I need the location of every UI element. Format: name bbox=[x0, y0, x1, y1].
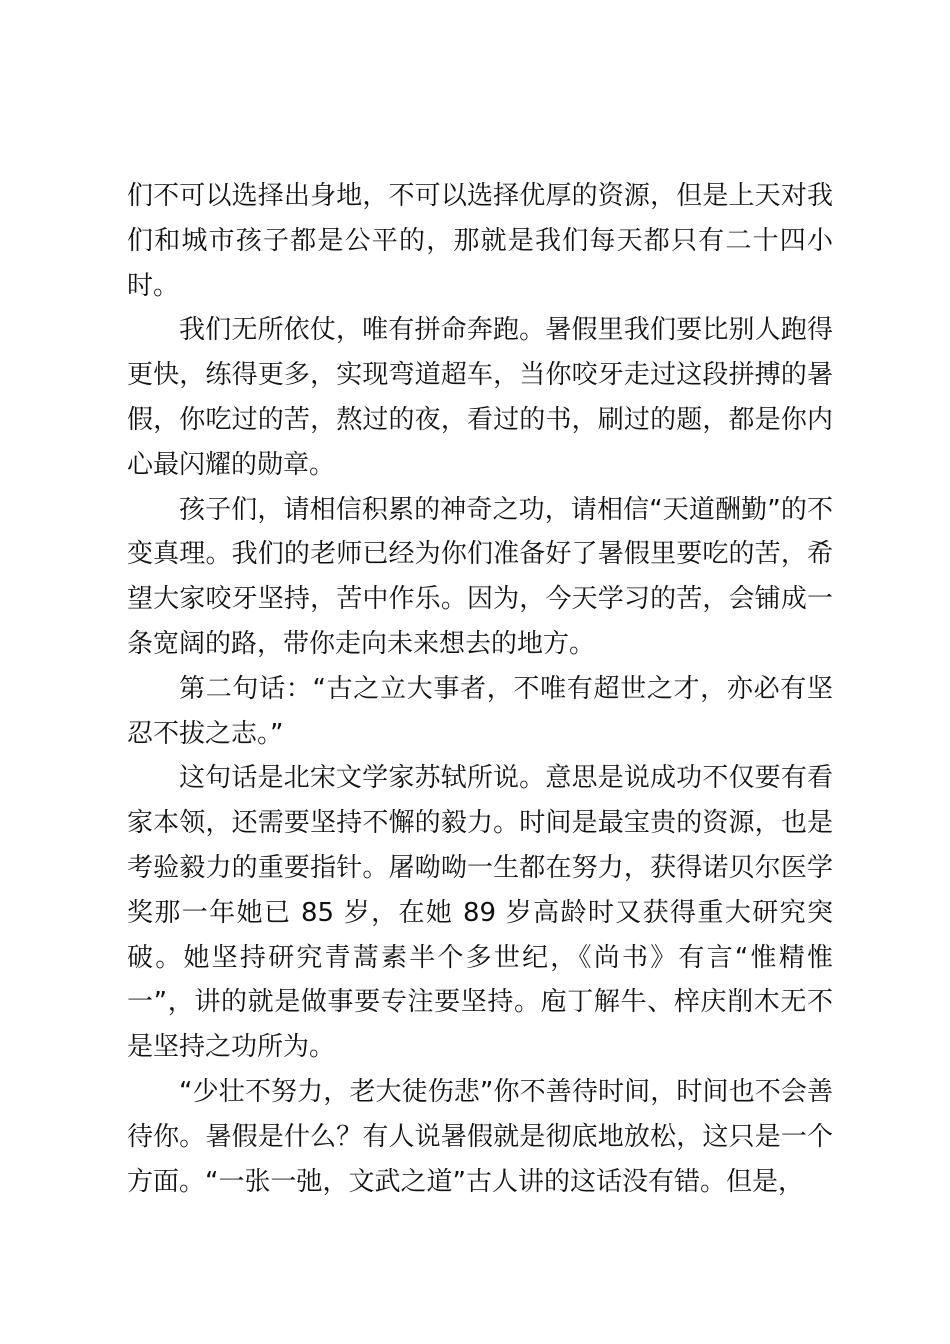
paragraph-cherish-time: “少壮不努力，老大徒伤悲”你不善待时间，时间也不会善待你。暑假是什么？有人说暑假就是彻底地放松，这只是一个方面。“一张一弛，文武之道”古人讲的这话没有错。但是， bbox=[127, 1076, 833, 1197]
paragraph-hard-work-pays: 孩子们，请相信积累的神奇之功，请相信“天道酬勤”的不变真理。我们的老师已经为你们准备好了暑假里要吃的苦，希望大家咬牙坚持，苦中作乐。因为，今天学习的苦，会铺成一条宽阔的路，带你走向未来想去的地方。 bbox=[127, 494, 833, 659]
body-text bbox=[127, 174, 833, 1204]
paragraph-running-hard: 我们无所依仗，唯有拼命奔跑。暑假里我们要比别人跑得更快，练得更多，实现弯道超车，当你咬牙走过这段拼搏的暑假，你吃过的苦，熬过的夜，看过的书，刷过的题，都是你内心最闪耀的勋章。 bbox=[127, 315, 833, 480]
paragraph-second-saying: 第二句话：“古之立大事者，不唯有超世之才，亦必有坚忍不拔之志。” bbox=[127, 673, 833, 749]
paragraph-continued: 们不可以选择出身地，不可以选择优厚的资源，但是上天对我们和城市孩子都是公平的，那就是我们每天都只有二十四小时。 bbox=[127, 181, 833, 301]
paragraph-su-shi-explanation: 这句话是北宋文学家苏轼所说。意思是说成功不仅要有看家本领，还需要坚持不懈的毅力。时间是最宝贵的资源，也是考验毅力的重要指针。屠呦呦一生都在努力，获得诺贝尔医学奖那一年她已 85 岁，在她 89 岁高龄时又获得重大研究突破。她坚持研究青蒿素半个多世纪，《尚书》有言“惟精惟一”，讲的就是做事要专注要坚持。庖丁解牛、梓庆削木无不是坚持之功所为。 bbox=[127, 763, 833, 1063]
